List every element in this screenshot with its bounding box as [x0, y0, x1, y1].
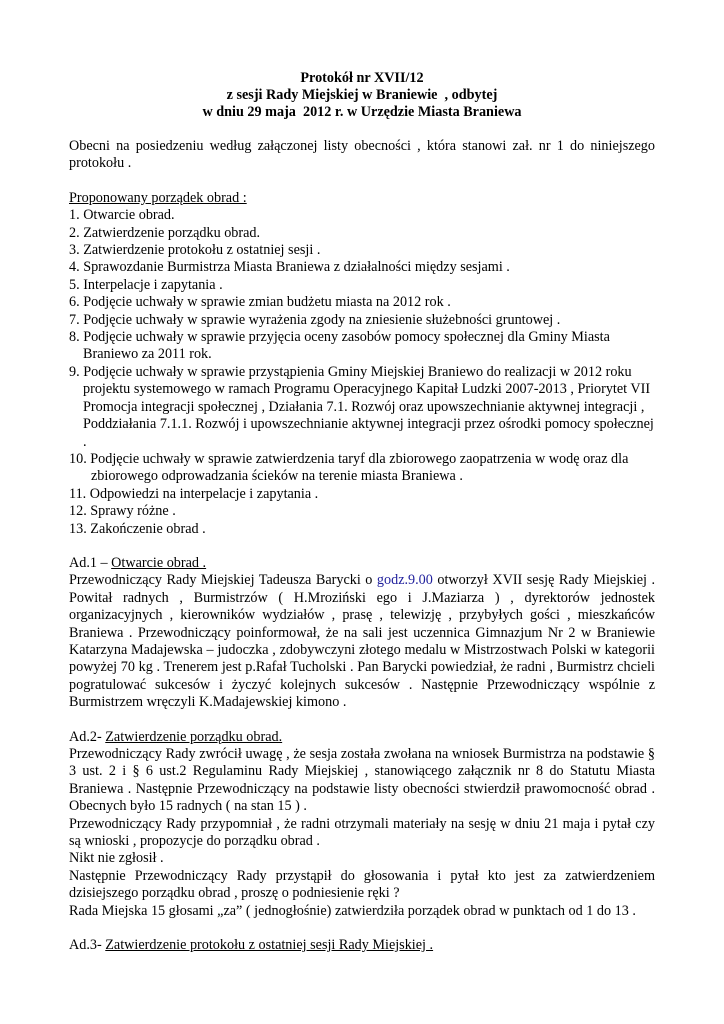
- ad3-heading-line: [69, 937, 655, 954]
- title-line-2: z sesji Rady Miejskiej w Braniewie , odbytej: [226, 87, 498, 103]
- ad1-body: [69, 572, 655, 711]
- ad3-heading: Zatwierdzenie protokołu z ostatniej sesji Rady Miejskiej .: [105, 937, 434, 954]
- ad1-text-before: Przewodniczący Rady Miejskiej Tadeusza Barycki o: [69, 572, 377, 589]
- ad2-paragraph: Przewodniczący Rady przypomniał , że radni otrzymali materiały na sesję w dniu 21 maja i pytał czy są wnioski , propozycje do porządku obrad .: [69, 815, 655, 850]
- ad1-heading: Otwarcie obrad .: [111, 554, 207, 571]
- agenda-item: 12. Sprawy różne .: [69, 503, 176, 520]
- ad1-time: godz.9.00: [376, 572, 433, 589]
- agenda: [69, 190, 655, 538]
- agenda-item: 2. Zatwierdzenie porządku obrad.: [69, 224, 261, 241]
- ad1-prefix: Ad.1 –: [69, 554, 112, 571]
- section-ad3: [69, 937, 655, 954]
- ad2-paragraph: Nikt nie zgłosił .: [69, 850, 164, 867]
- ad2-heading-line: [69, 729, 655, 746]
- agenda-item: 1. Otwarcie obrad.: [69, 207, 175, 224]
- ad2-paragraph: Rada Miejska 15 głosami „za” ( jednogłośnie) zatwierdziła porządek obrad w punktach od 1 do 13 .: [69, 902, 636, 919]
- section-ad1: [69, 555, 655, 712]
- agenda-item: 8. Podjęcie uchwały w sprawie przyjęcia oceny zasobów pomocy społecznej dla Gminy Miasta Braniewo za 2011 rok.: [69, 329, 610, 363]
- document-page: [69, 70, 655, 954]
- ad1-text-after: otworzył XVII sesję Rady Miejskiej . Powitał radnych , Burmistrzów ( H.Mroziński ego i J.Maziarza ) , dyrektorów jednostek organizacyjnych , kierowników wydziałów , prasę , telewizję , przybyłych gości , mieszkańców Braniewa . Przewodniczący poinformował, że na sali jest uczennica Gimnazjum Nr 2 w Braniewie Katarzyna Madajewska – judoczka , zdobywczyni złotego medalu w Mistrzostwach Polski w kategorii powyżej 70 kg . Trenerem jest p.Rafał Tucholski . Pan Barycki powiedział, że radni , Burmistrz chcieli pogratulować sukcesów i życzyć kolejnych sukcesów . Następnie Przewodniczący wspólnie z Burmistrzem wręczyli K.Madajewskiej kimono .: [69, 572, 655, 711]
- section-ad2: [69, 729, 655, 920]
- agenda-item: 9. Podjęcie uchwały w sprawie przystąpienia Gminy Miejskiej Braniewo do realizacji w 2012 roku projektu systemowego w ramach Programu Operacyjnego Kapitał Ludzki 2007-2013 , Priorytet VII Promocja integracji społecznej , Działania 7.1. Rozwój oraz upowszechnianie aktywnej integracji , Poddziałania 7.1.1. Rozwój i upowszechnianie aktywnej integracji przez ośrodki pomocy społecznej .: [69, 363, 654, 450]
- agenda-item: 13. Zakończenie obrad .: [69, 520, 206, 537]
- ad2-prefix: Ad.2-: [69, 728, 106, 745]
- ad2-heading: Zatwierdzenie porządku obrad.: [105, 728, 283, 745]
- agenda-heading: Proponowany porządek obrad :: [69, 189, 247, 206]
- agenda-item: 5. Interpelacje i zapytania .: [69, 276, 223, 293]
- agenda-item: 3. Zatwierdzenie protokołu z ostatniej sesji .: [69, 242, 321, 259]
- title-line-3: w dniu 29 maja 2012 r. w Urzędzie Miasta Braniewa: [202, 104, 522, 120]
- agenda-item: 10. Podjęcie uchwały w sprawie zatwierdzenia taryf dla zbiorowego zaopatrzenia w wodę oraz dla zbiorowego odprowadzania ścieków na terenie miasta Braniewa .: [69, 450, 629, 485]
- agenda-item: 11. Odpowiedzi na interpelacje i zapytania .: [69, 485, 319, 502]
- title-line-1: Protokół nr XVII/12: [300, 70, 424, 86]
- ad3-prefix: Ad.3-: [69, 937, 106, 954]
- ad2-paragraph: Następnie Przewodniczący Rady przystąpił do głosowania i pytał kto jest za zatwierdzeniem dzisiejszego porządku obrad , proszę o podniesienie ręki ?: [69, 867, 655, 902]
- ad1-heading-line: [69, 555, 655, 572]
- agenda-item: 7. Podjęcie uchwały w sprawie wyrażenia zgody na zniesienie służebności gruntowej .: [69, 311, 561, 328]
- agenda-item: 4. Sprawozdanie Burmistrza Miasta Braniewa z działalności między sesjami .: [69, 259, 510, 276]
- document-title: [69, 70, 655, 121]
- agenda-item: 6. Podjęcie uchwały w sprawie zmian budżetu miasta na 2012 rok .: [69, 294, 451, 311]
- ad2-paragraph: Przewodniczący Rady zwrócił uwagę , że sesja została zwołana na wniosek Burmistrza na podstawie § 3 ust. 2 i § 6 ust.2 Regulaminu Rady Miejskiej , stanowiącego załącznik nr 8 do Statutu Miasta Braniewa . Następnie Przewodniczący na podstawie listy obecności stwierdził prawomocność obrad . Obecnych było 15 radnych ( na stan 15 ) .: [69, 746, 655, 815]
- attendance-note: Obecni na posiedzeniu według załączonej listy obecności , która stanowi zał. nr 1 do niniejszego protokołu .: [69, 138, 655, 172]
